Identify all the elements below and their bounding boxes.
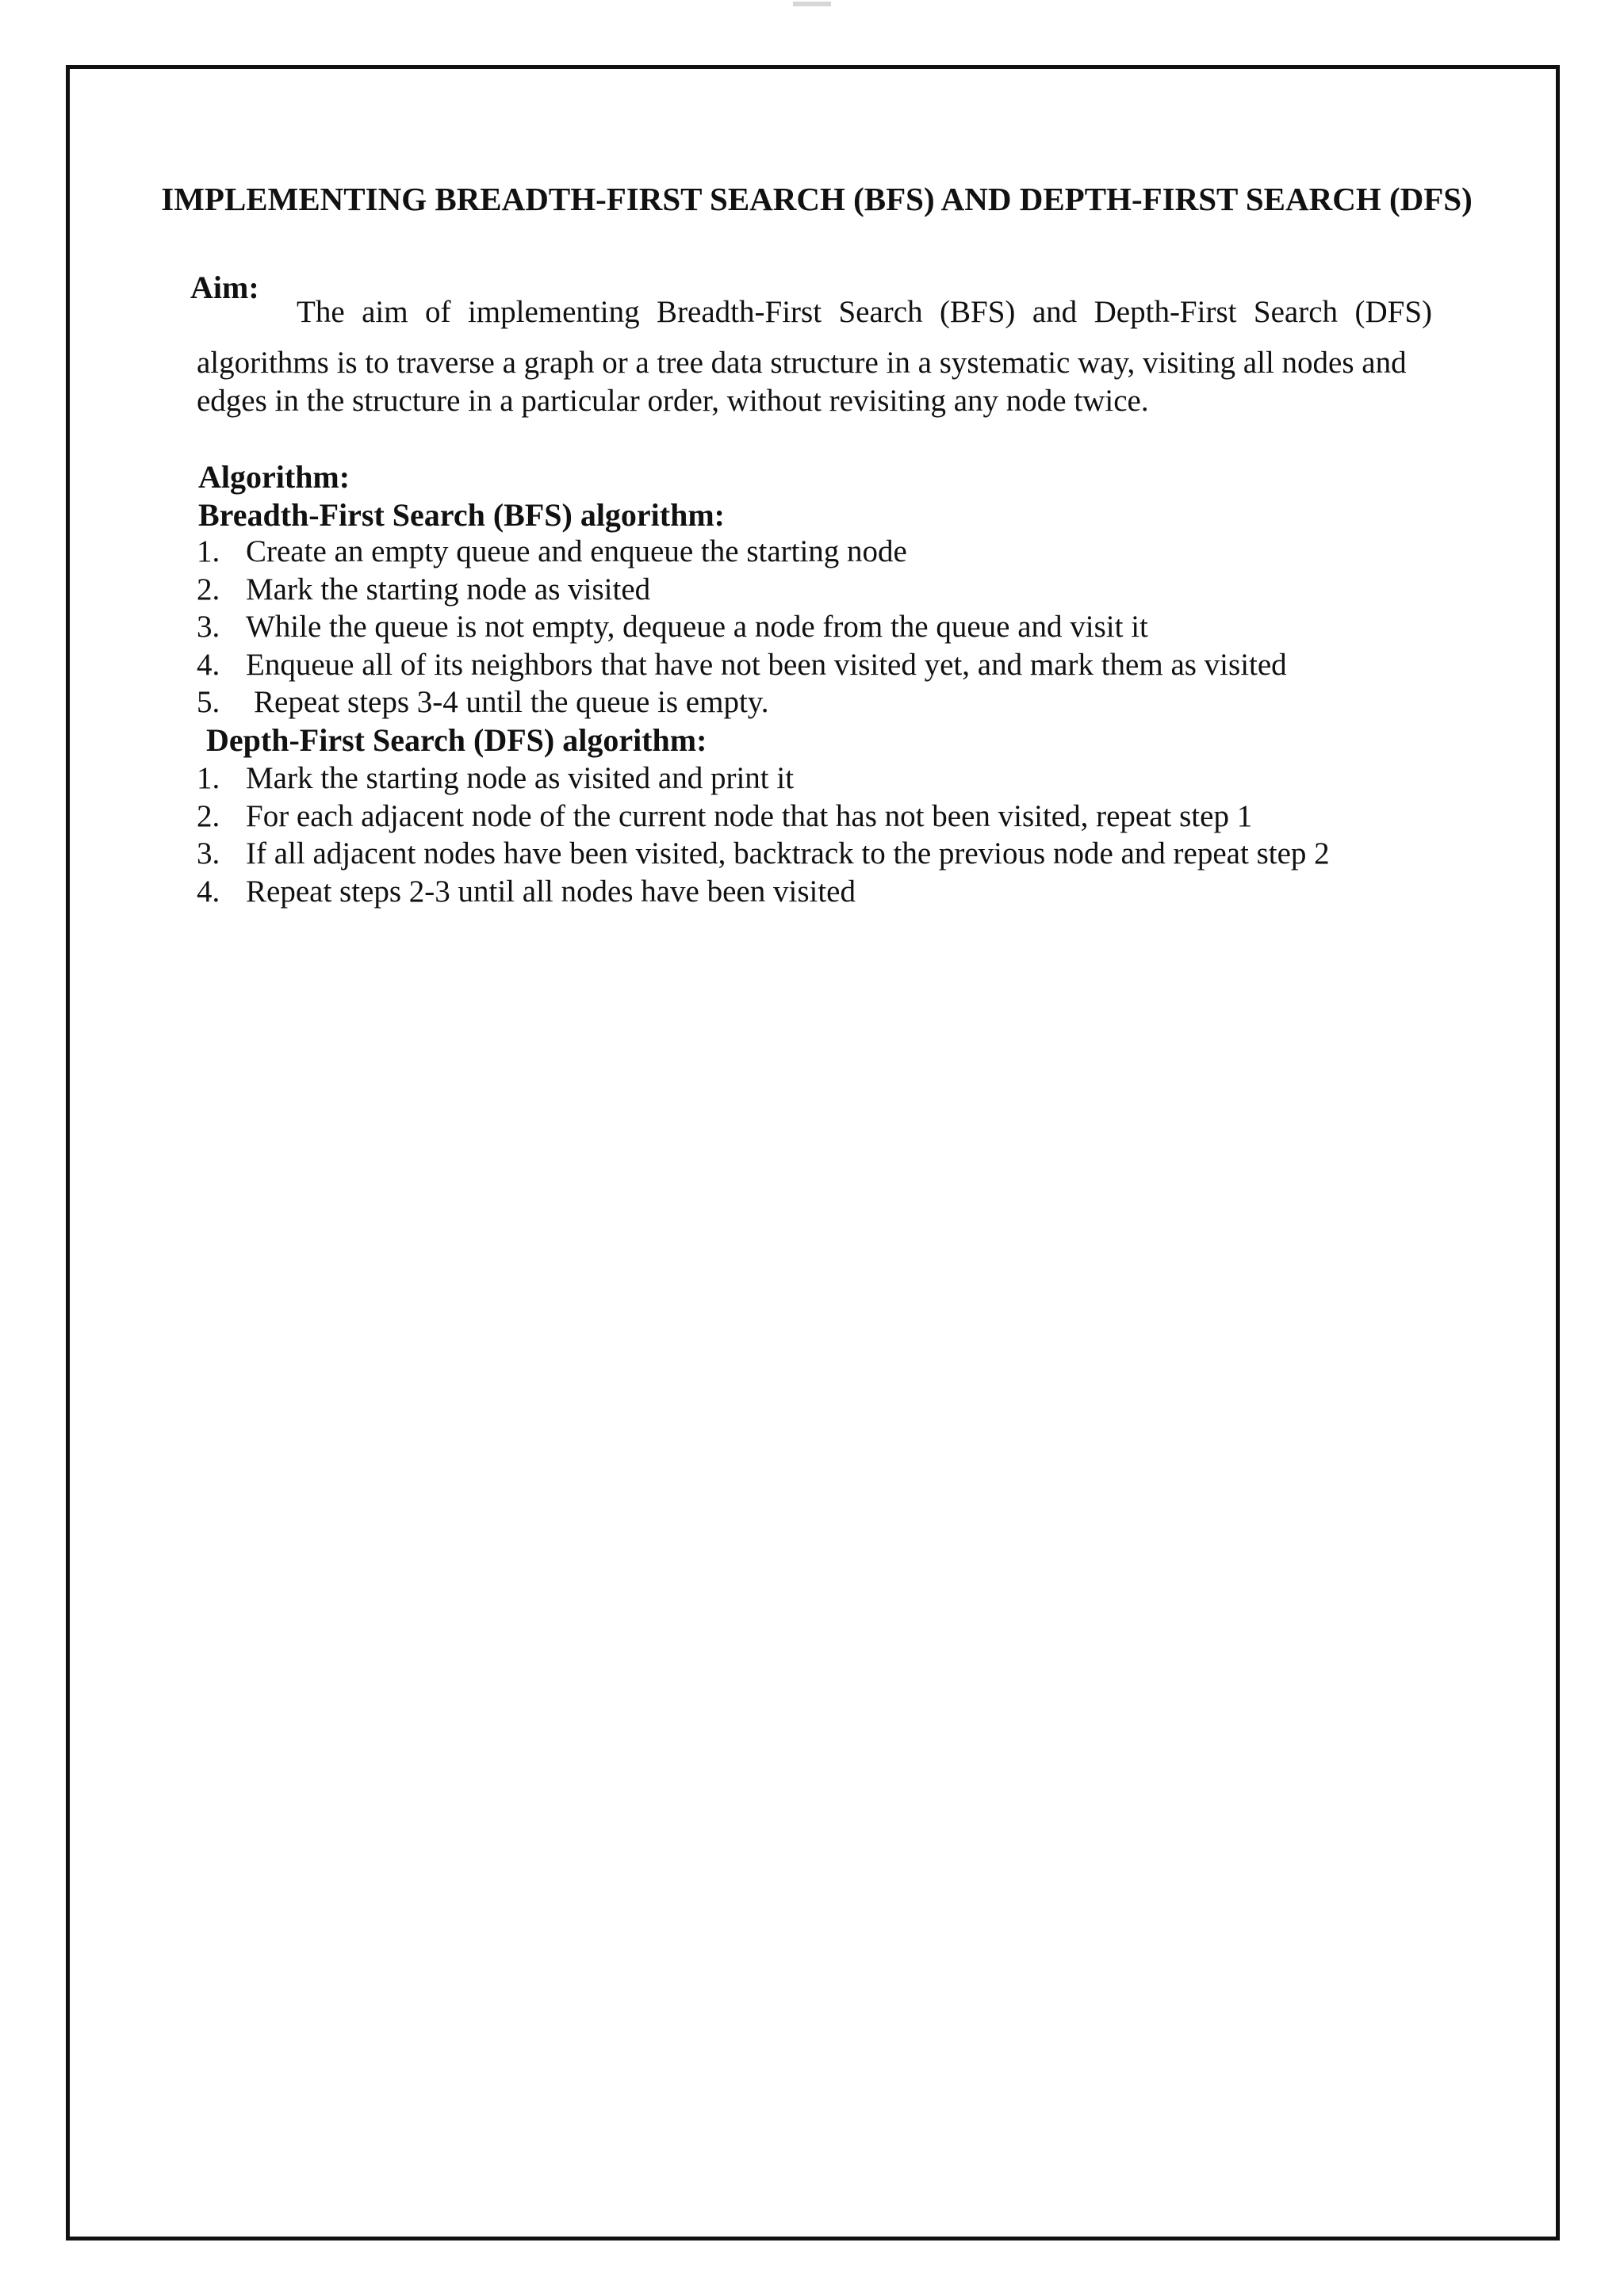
step-text: Repeat steps 3-4 until the queue is empty.: [254, 685, 769, 719]
step-text: Repeat steps 2-3 until all nodes have been visited: [246, 874, 856, 909]
step-text: Mark the starting node as visited: [246, 572, 651, 607]
step-number: 4.: [197, 647, 220, 682]
algorithm-heading: Algorithm:: [198, 459, 350, 495]
dfs-heading: Depth-First Search (DFS) algorithm:: [206, 722, 707, 758]
step-text: While the queue is not empty, dequeue a node from the queue and visit it: [246, 610, 1148, 644]
list-item: [197, 533, 1287, 571]
list-item: [197, 571, 1287, 609]
step-number: 2.: [197, 572, 220, 607]
step-number: 4.: [197, 874, 220, 909]
dfs-steps-list: [197, 760, 1330, 910]
step-number: 2.: [197, 798, 220, 833]
step-number: 3.: [197, 836, 220, 871]
list-item: [197, 608, 1287, 646]
aim-first-line: The aim of implementing Breadth-First Search (BFS) and Depth-First Search (DFS): [297, 295, 1432, 329]
document-title: IMPLEMENTING BREADTH-FIRST SEARCH (BFS) AND DEPTH-FIRST SEARCH (DFS): [161, 181, 1473, 217]
list-item: [197, 798, 1330, 836]
header-mark: [793, 2, 831, 6]
aim-label: Aim:: [190, 270, 259, 305]
step-number: 1.: [197, 534, 220, 568]
step-text: For each adjacent node of the current node that has not been visited, repeat step 1: [246, 798, 1253, 833]
list-item: [197, 835, 1330, 873]
list-item: [197, 873, 1330, 911]
step-number: 1.: [197, 761, 220, 795]
step-number: 3.: [197, 610, 220, 644]
step-number: 5.: [197, 685, 220, 719]
step-text: If all adjacent nodes have been visited, backtrack to the previous node and repeat step 2: [246, 836, 1330, 871]
step-text: Create an empty queue and enqueue the starting node: [246, 534, 907, 568]
list-item: [197, 646, 1287, 684]
step-text: Enqueue all of its neighbors that have not been visited yet, and mark them as visited: [246, 647, 1287, 682]
list-item: [197, 760, 1330, 798]
bfs-steps-list: [197, 533, 1287, 721]
step-text: Mark the starting node as visited and print it: [246, 761, 795, 795]
aim-paragraph: algorithms is to traverse a graph or a tree data structure in a systematic way, visiting all nodes and edges in the structure in a particular order, without revisiting any node twice.: [197, 346, 1407, 418]
bfs-heading: Breadth-First Search (BFS) algorithm:: [198, 497, 726, 533]
list-item: [197, 683, 1287, 721]
